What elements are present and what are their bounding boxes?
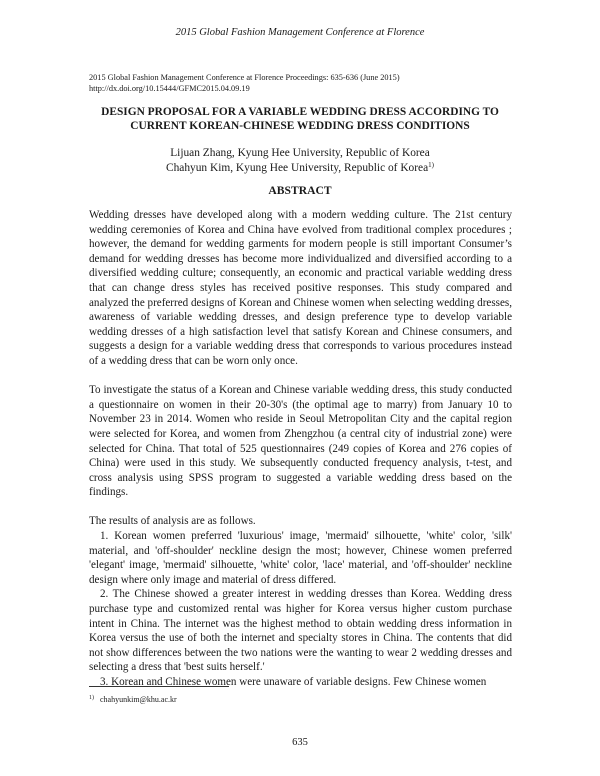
author-2-text: Chahyun Kim, Kyung Hee University, Republic of Korea [166, 162, 429, 174]
footnote-mark: 1) [89, 695, 94, 701]
citation-doi-link[interactable]: http://dx.doi.org/10.15444/GFMC2015.04.09.19 [89, 84, 250, 93]
paper-title-line-1: DESIGN PROPOSAL FOR A VARIABLE WEDDING DRESS ACCORDING TO [101, 106, 499, 118]
author-1: Lijuan Zhang, Kyung Hee University, Republic of Korea [170, 147, 430, 159]
result-item-1: 1. Korean women preferred 'luxurious' image, 'mermaid' silhouette, 'white' color, 'silk' material, and 'off-shoulder' neckline design the most; however, Chinese women preferred 'elegant' image, 'mermaid' silhouette, 'white' color, 'lace' material, and 'off-shoulder' neckline design where only image and material of dress differed. [89, 530, 512, 586]
paper-title-line-2: CURRENT KOREAN-CHINESE WEDDING DRESS CONDITIONS [130, 120, 470, 132]
citation-block [89, 72, 519, 94]
citation-proceedings: 2015 Global Fashion Management Conference at Florence Proceedings: 635-636 (June 2015) [89, 73, 400, 82]
running-header: 2015 Global Fashion Management Conference at Florence [175, 27, 425, 38]
results-intro: The results of analysis are as follows. [89, 515, 256, 528]
result-item-2: 2. The Chinese showed a greater interest in wedding dresses than Korea. Wedding dress purchase type and customized rental was higher for Korea versus higher custom purchase intent in China. The internet was the highest method to obtain wedding dress information in Korea versus the use of both the internet and specialty stores in China. The contents that did not show differences between the two nations were the wanting to wear 2 wedding dresses and selecting a dress that 'best suits herself.' [89, 588, 512, 674]
paragraph-2: To investigate the status of a Korean and Chinese variable wedding dress, this study conducted a questionnaire on women in their 20-30's (the optimal age to marry) from January 10 to November 23 in 2014. Women who reside in Seoul Metropolitan City and the capital region were selected for Korea, and women from Zhengzhou (a central city of industrial zone) were selected for China. That total of 525 questionnaires (249 copies of Korea and 276 copies of China) were used in this study. We subsequently conducted frequency analysis, t-test, and cross analysis using SPSS program to suggested a variable wedding dress based on the findings. [89, 384, 512, 499]
author-block [89, 146, 511, 176]
abstract-heading: ABSTRACT [268, 184, 332, 197]
footnote-email[interactable]: chahyunkim@khu.ac.kr [100, 695, 177, 704]
abstract-body [89, 208, 512, 690]
page-number: 635 [292, 737, 308, 748]
result-item-3: 3. Korean and Chinese women were unaware of variable designs. Few Chinese women [100, 676, 487, 688]
paragraph-1: Wedding dresses have developed along with a modern wedding culture. The 21st century wedding ceremonies of Korea and China have evolved from traditional complex procedures ; however, the demand for wedding garments for modern people is still important Consumer’s demand for wedding dresses has become more individualized and diversified according to a diversified wedding culture; consequently, an economic and practical variable wedding dress that can change dress styles has received positive responses. This study compared and analyzed the preferred designs of Korean and Chinese women when selecting wedding dresses, awareness of variable wedding dresses, and design preference type to develop variable wedding dresses of a high satisfaction level that satisfy Korean and Chinese consumers, and suggests a design for a variable wedding dress that corresponds to various procedures instead of a wedding dress that can be worn only once. [89, 209, 512, 367]
footnote-divider [89, 686, 229, 687]
author-2-footnote-mark: 1) [428, 161, 434, 169]
author-2 [89, 161, 511, 176]
paper-title [89, 105, 511, 133]
footnote [89, 695, 389, 704]
